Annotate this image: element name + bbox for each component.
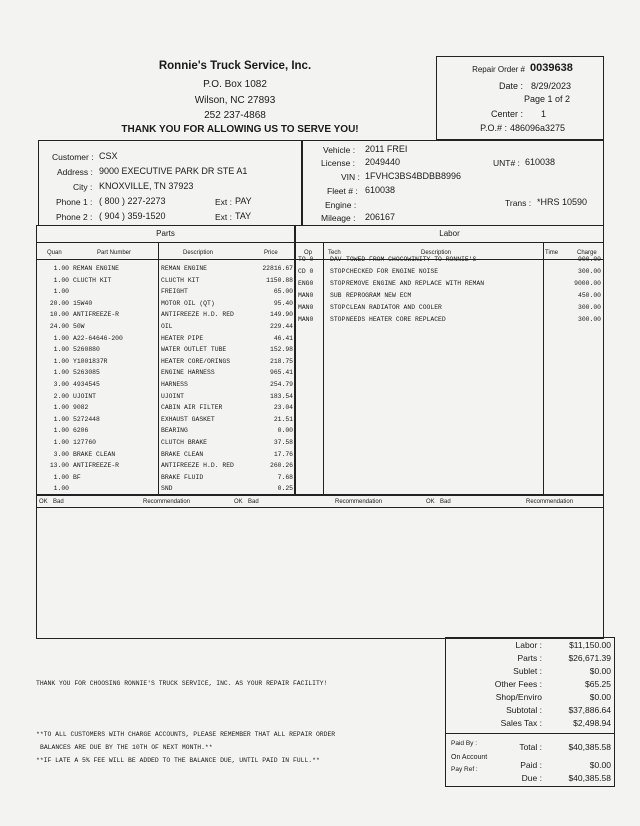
- mileage-value: 206167: [365, 212, 396, 222]
- trans-label: Trans :: [505, 198, 532, 208]
- parts-quan: 2.00: [53, 392, 69, 400]
- ext2-label: Ext :: [215, 212, 233, 222]
- vehicle-box: [302, 140, 604, 226]
- vin-value: 1FVHC3BS4BDBB8996: [365, 171, 462, 181]
- labor-charge: 300.00: [577, 304, 601, 311]
- rec-ok-1: OK: [39, 499, 48, 505]
- phone1-label: Phone 1 :: [56, 197, 93, 207]
- sublet-label: Sublet :: [513, 666, 542, 676]
- parts-row: [37, 415, 294, 426]
- parts-quan: 1.00: [53, 485, 69, 493]
- labor-total-value: $11,150.00: [569, 640, 611, 650]
- parts-quan: 3.00: [53, 381, 69, 388]
- parts-part-number: 5260880: [73, 346, 100, 354]
- parts-price: 65.00: [273, 288, 293, 296]
- parts-price: 17.76: [273, 450, 293, 458]
- parts-price: 229.44: [269, 323, 293, 330]
- parts-total-value: $26,671.39: [568, 653, 611, 663]
- parts-description: CLUCTH KIT: [161, 276, 200, 284]
- ro-label: Repair Order #: [472, 65, 525, 74]
- parts-row: [37, 264, 294, 275]
- page-indicator: Page 1 of 2: [524, 94, 571, 104]
- labor-header-tech: Tech: [328, 250, 341, 256]
- labor-tech: STOP: [330, 280, 346, 287]
- ro-number: 0039638: [530, 62, 573, 74]
- pay-ref-label: Pay Ref :: [451, 766, 478, 773]
- parts-price: 183.54: [269, 392, 293, 400]
- parts-row: [37, 287, 294, 298]
- rec-ok-3: OK: [426, 499, 435, 505]
- parts-row: [37, 426, 294, 437]
- parts-quan: 1.00: [53, 439, 69, 446]
- labor-tech: STOP: [330, 316, 346, 323]
- parts-description: CLUTCH BRAKE: [161, 439, 208, 446]
- due-label: Due :: [521, 773, 542, 783]
- engine-label: Engine :: [325, 200, 357, 210]
- labor-header-description: Description: [421, 250, 452, 256]
- fleet-value: 610038: [365, 185, 396, 195]
- parts-description: EXHAUST GASKET: [161, 415, 215, 423]
- paid-value: $0.00: [589, 760, 611, 770]
- parts-description: ANTIFREEZE H.D. RED: [161, 311, 234, 319]
- labor-description: CHECKED FOR ENGINE NOISE: [346, 268, 439, 275]
- parts-description: REMAN ENGINE: [161, 265, 208, 272]
- labor-tech: STOP: [330, 268, 346, 275]
- parts-row: [37, 334, 294, 345]
- total-label: Total :: [519, 742, 542, 752]
- parts-description: BEARING: [161, 427, 188, 435]
- rec-recommendation-1: Recommendation: [143, 499, 191, 505]
- subtotal-value: $37,886.64: [568, 705, 611, 715]
- date-value: 8/29/2023: [531, 81, 572, 91]
- po-value: 486096a3275: [510, 123, 566, 133]
- parts-row: [37, 450, 294, 461]
- parts-row: [37, 345, 294, 356]
- labor-op: MAN0: [298, 304, 314, 311]
- labor-charge: 900.00: [577, 256, 601, 263]
- parts-header-quan: Quan: [47, 250, 62, 256]
- parts-description: UJOINT: [161, 392, 185, 400]
- city-value: KNOXVILLE, TN 37923: [99, 181, 194, 191]
- parts-part-number: 6206: [73, 427, 89, 435]
- parts-price: 260.26: [269, 462, 293, 470]
- notes-line1: **TO ALL CUSTOMERS WITH CHARGE ACCOUNTS, PLEASE REMEMBER THAT ALL REPAIR ORDER: [36, 731, 336, 738]
- due-value: $40,385.58: [568, 773, 611, 783]
- parts-table: [36, 225, 295, 495]
- parts-quan: 13.00: [49, 462, 69, 470]
- parts-price: 37.58: [273, 439, 293, 446]
- parts-price: 152.98: [269, 346, 293, 354]
- parts-row: [37, 310, 294, 321]
- parts-quan: 1.00: [53, 334, 69, 342]
- parts-description: SND: [161, 485, 173, 493]
- parts-row: [37, 403, 294, 414]
- labor-charge: 300.00: [577, 268, 601, 275]
- parts-price: 46.41: [273, 334, 293, 342]
- city-label: City :: [73, 182, 93, 192]
- parts-quan: 3.00: [53, 450, 69, 458]
- sales-tax-value: $2,498.94: [573, 718, 611, 728]
- center-value: 1: [541, 109, 547, 119]
- parts-row: [37, 438, 294, 449]
- labor-description: TOWED FROM CHOCOWINITY TO RONNIE'S: [346, 256, 477, 263]
- parts-total-label: Parts :: [517, 653, 542, 663]
- shop-enviro-value: $0.00: [589, 692, 611, 702]
- paid-by-label: Paid By :: [451, 740, 478, 747]
- date-label: Date :: [498, 81, 523, 91]
- parts-description: HARNESS: [161, 381, 188, 388]
- parts-part-number: 5263085: [73, 369, 100, 377]
- labor-description: CLEAN RADIATOR AND COOLER: [346, 304, 442, 311]
- parts-description: FREIGHT: [161, 288, 188, 296]
- parts-title: Parts: [156, 229, 175, 238]
- repair-order-box: [436, 56, 604, 140]
- on-account: On Account: [451, 754, 488, 761]
- other-fees-label: Other Fees :: [494, 679, 542, 689]
- parts-part-number: Y1001837R: [73, 357, 108, 365]
- paid-label: Paid :: [520, 760, 542, 770]
- parts-header-part-number: Part Number: [97, 250, 132, 256]
- parts-rows: [37, 259, 294, 495]
- po-label: P.O.# :: [480, 123, 507, 133]
- rec-bad-2: Bad: [248, 499, 259, 505]
- ext1-label: Ext :: [215, 197, 233, 207]
- parts-part-number: BF: [73, 473, 81, 481]
- labor-row: [296, 255, 603, 266]
- labor-header-time: Time: [545, 250, 559, 256]
- parts-part-number: 4934545: [73, 381, 100, 388]
- parts-row: [37, 473, 294, 484]
- parts-description: CABIN AIR FILTER: [161, 404, 223, 412]
- parts-part-number: 127760: [73, 439, 97, 446]
- parts-part-number: A22-64646-200: [73, 334, 123, 342]
- phone2-value: ( 904 ) 359-1520: [99, 211, 166, 221]
- labor-tech: SUB: [330, 292, 342, 299]
- parts-row: [37, 299, 294, 310]
- labor-total-label: Labor :: [515, 640, 542, 650]
- notes-thanks: THANK YOU FOR CHOOSING RONNIE'S TRUCK SERVICE, INC. AS YOUR REPAIR FACILITY!: [36, 680, 328, 687]
- parts-quan: 1.00: [53, 265, 69, 272]
- labor-description: REMOVE ENGINE AND REPLACE WITH REMAN: [346, 280, 485, 287]
- vehicle-label: Vehicle :: [323, 145, 356, 155]
- customer-label: Customer :: [52, 152, 94, 162]
- parts-price: 218.75: [269, 357, 293, 365]
- labor-op: ENG0: [298, 280, 314, 287]
- parts-part-number: ANTIFREEZE-R: [73, 462, 120, 470]
- subtotal-label: Subtotal :: [506, 705, 542, 715]
- parts-row: [37, 392, 294, 403]
- parts-quan: 1.00: [53, 276, 69, 284]
- parts-quan: 1.00: [53, 288, 69, 296]
- parts-description: BRAKE CLEAN: [161, 450, 204, 458]
- rec-recommendation-2: Recommendation: [335, 499, 383, 505]
- phone1-value: ( 800 ) 227-2273: [99, 196, 166, 206]
- labor-title: Labor: [439, 229, 460, 238]
- parts-price: 21.51: [273, 415, 293, 423]
- parts-description: ENGINE HARNESS: [161, 369, 215, 377]
- trans-value: *HRS 10590: [537, 197, 588, 207]
- parts-price: 23.04: [273, 404, 293, 412]
- parts-row: [37, 276, 294, 287]
- ext1-value: PAY: [235, 196, 252, 206]
- labor-table: [295, 225, 604, 495]
- parts-part-number: UJOINT: [73, 392, 97, 400]
- labor-description: NEEDS HEATER CORE REPLACED: [346, 316, 446, 323]
- totals-box: [445, 637, 615, 787]
- parts-part-number: CLUCTH KIT: [73, 276, 112, 284]
- unit-value: 610038: [525, 157, 556, 167]
- vin-label: VIN :: [341, 172, 360, 182]
- parts-part-number: 9082: [73, 404, 89, 412]
- company-city: Wilson, NC 27893: [194, 95, 276, 106]
- labor-op: TO 0: [298, 256, 314, 263]
- parts-quan: 1.00: [53, 357, 69, 365]
- sublet-value: $0.00: [589, 666, 611, 676]
- phone2-label: Phone 2 :: [56, 212, 93, 222]
- parts-quan: 1.00: [53, 427, 69, 435]
- company-thanks: THANK YOU FOR ALLOWING US TO SERVE YOU!: [121, 124, 359, 135]
- shop-enviro-label: Shop/Enviro: [495, 692, 542, 702]
- notes-line3: **IF LATE A 5% FEE WILL BE ADDED TO THE BALANCE DUE, UNTIL PAID IN FULL.**: [36, 757, 320, 764]
- mileage-label: Mileage :: [321, 213, 356, 223]
- parts-part-number: REMAN ENGINE: [73, 265, 120, 272]
- address-label: Address :: [57, 167, 93, 177]
- parts-price: 0.25: [277, 485, 293, 493]
- parts-price: 0.00: [277, 427, 293, 435]
- customer-box: [38, 140, 302, 226]
- parts-quan: 10.00: [49, 311, 69, 319]
- parts-description: BRAKE FLUID: [161, 473, 204, 481]
- parts-part-number: 50W: [73, 323, 85, 330]
- parts-part-number: 5272448: [73, 415, 100, 423]
- vehicle-value: 2011 FREI: [365, 144, 408, 154]
- labor-charge: 300.00: [577, 316, 601, 323]
- labor-row: [296, 279, 603, 290]
- parts-part-number: 15W40: [73, 299, 93, 307]
- parts-description: OIL: [161, 323, 173, 330]
- license-label: License :: [321, 158, 356, 168]
- labor-tech: STOP: [330, 304, 346, 311]
- parts-description: WATER OUTLET TUBE: [161, 346, 227, 354]
- labor-op: MAN0: [298, 316, 314, 323]
- labor-header-op: Op: [304, 250, 313, 256]
- other-fees-value: $65.25: [585, 679, 611, 689]
- labor-rows: [296, 256, 603, 495]
- parts-description: HEATER CORE/ORINGS: [161, 357, 231, 365]
- total-value: $40,385.58: [568, 742, 611, 752]
- labor-charge: 450.00: [577, 292, 601, 299]
- labor-tech: DAV: [330, 256, 342, 263]
- center-label: Center :: [490, 109, 523, 119]
- parts-row: [37, 380, 294, 391]
- parts-price: 7.68: [277, 473, 293, 481]
- parts-header-description: Description: [183, 250, 214, 256]
- parts-description: ANTIFREEZE H.D. RED: [161, 462, 234, 470]
- customer-value: CSX: [99, 151, 118, 161]
- rec-ok-2: OK: [234, 499, 243, 505]
- ext2-value: TAY: [235, 211, 252, 221]
- parts-quan: 1.00: [53, 415, 69, 423]
- labor-row: [296, 267, 603, 278]
- rec-recommendation-3: Recommendation: [526, 499, 574, 505]
- parts-quan: 24.00: [49, 323, 69, 330]
- company-phone: 252 237-4868: [204, 110, 266, 121]
- rec-bad-1: Bad: [53, 499, 64, 505]
- labor-header-charge: Charge: [577, 250, 597, 256]
- parts-quan: 1.00: [53, 404, 69, 412]
- labor-row: [296, 291, 603, 302]
- parts-price: 1150.88: [266, 276, 293, 284]
- sales-tax-label: Sales Tax :: [500, 718, 542, 728]
- labor-row: [296, 303, 603, 314]
- parts-price: 149.90: [269, 311, 293, 319]
- parts-description: MOTOR OIL (QT): [161, 299, 215, 307]
- parts-price: 95.40: [273, 299, 293, 307]
- parts-price: 254.79: [269, 381, 293, 388]
- parts-part-number: BRAKE CLEAN: [73, 450, 116, 458]
- labor-description: REPROGRAM NEW ECM: [346, 292, 412, 299]
- labor-op: CD 0: [298, 268, 314, 275]
- parts-row: [37, 484, 294, 495]
- address-value: 9000 EXECUTIVE PARK DR STE A1: [99, 166, 248, 176]
- labor-row: [296, 315, 603, 326]
- labor-op: MAN0: [298, 292, 314, 299]
- company-name: Ronnie's Truck Service, Inc.: [158, 60, 312, 72]
- fleet-label: Fleet # :: [327, 186, 358, 196]
- parts-price: 965.41: [269, 369, 293, 377]
- labor-charge: 9000.00: [574, 280, 601, 287]
- parts-row: [37, 322, 294, 333]
- license-value: 2049440: [365, 157, 401, 167]
- parts-description: HEATER PIPE: [161, 334, 204, 342]
- parts-quan: 1.00: [53, 473, 69, 481]
- parts-quan: 1.00: [53, 369, 69, 377]
- parts-quan: 20.00: [49, 299, 69, 307]
- parts-row: [37, 368, 294, 379]
- parts-part-number: ANTIFREEZE-R: [73, 311, 120, 319]
- parts-header-price: Price: [264, 250, 278, 256]
- company-po-box: P.O. Box 1082: [203, 79, 267, 90]
- unit-label: UNT# :: [493, 158, 520, 168]
- parts-quan: 1.00: [53, 346, 69, 354]
- rec-bad-3: Bad: [440, 499, 451, 505]
- parts-row: [37, 357, 294, 368]
- parts-row: [37, 461, 294, 472]
- recommendation-box: [36, 495, 604, 639]
- parts-price: 22816.67: [262, 265, 293, 272]
- notes-line2: BALANCES ARE DUE BY THE 10TH OF NEXT MONTH.**: [40, 744, 213, 751]
